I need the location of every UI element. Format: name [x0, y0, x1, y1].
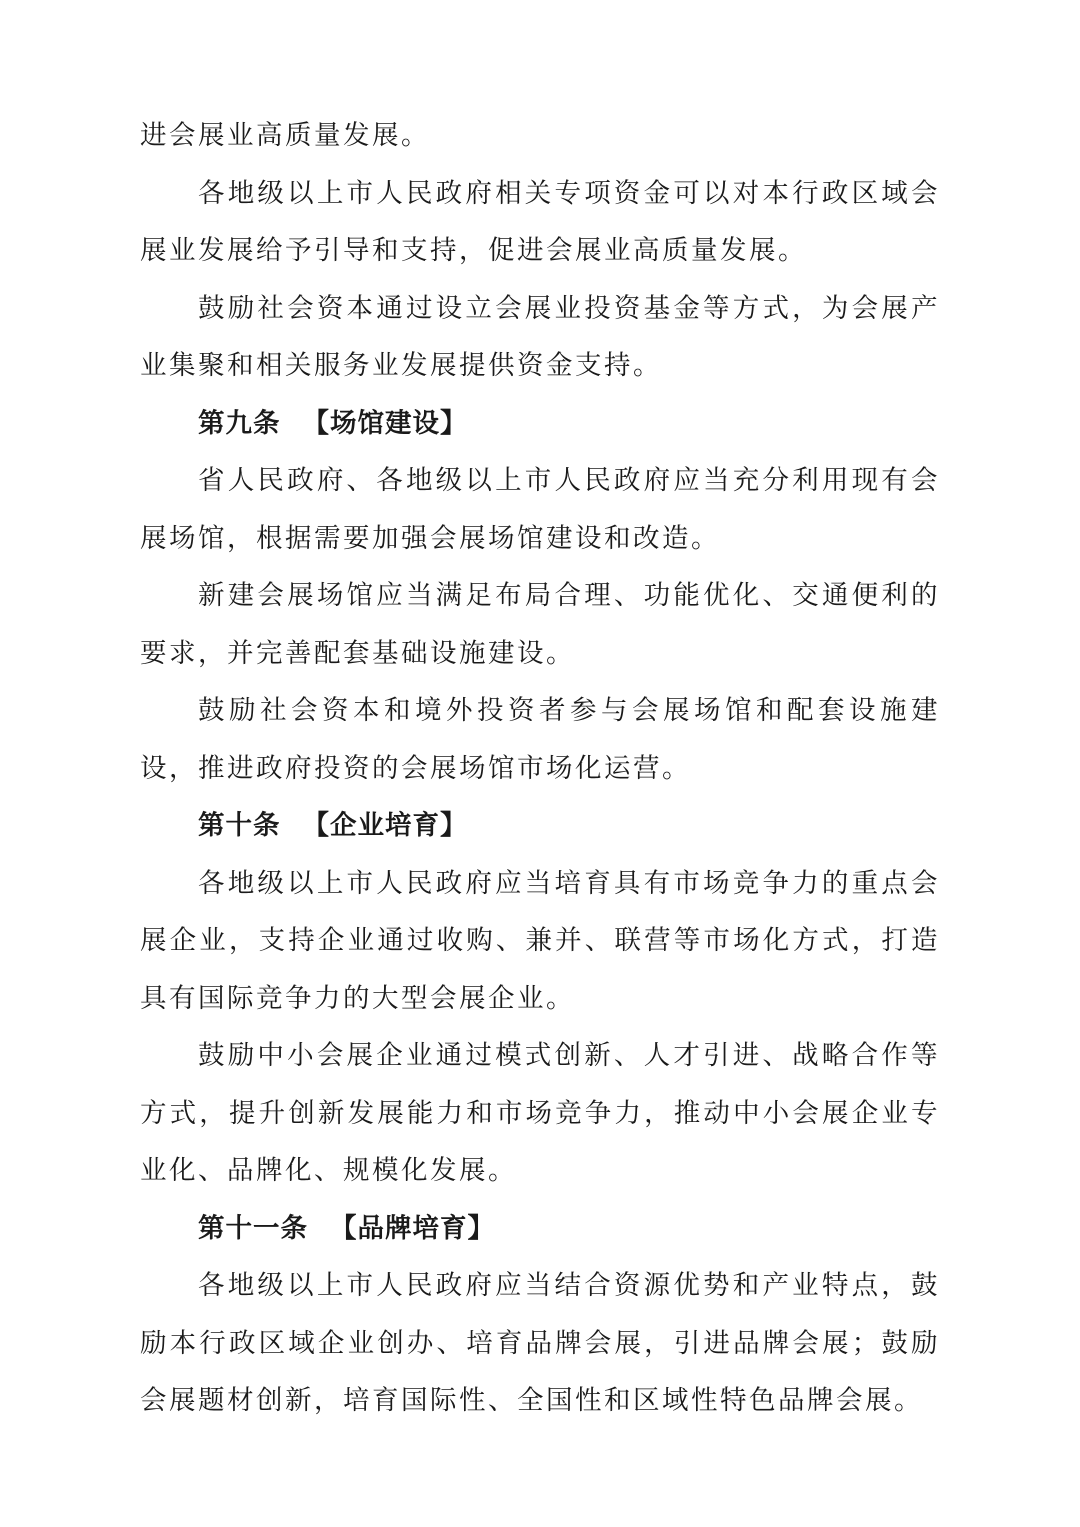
article-heading-9 — [140, 395, 940, 453]
paragraph-sme-enterprises: 鼓励中小会展企业通过模式创新、人才引进、战略合作等方式，提升创新发展能力和市场竞争力，推动中小会展企业专业化、品牌化、规模化发展。 — [140, 1040, 940, 1186]
article-heading-11 — [140, 1200, 940, 1258]
document-body — [140, 107, 940, 1430]
paragraph-investment-fund: 鼓励社会资本通过设立会展业投资基金等方式，为会展产业集聚和相关服务业发展提供资金支持。 — [140, 292, 940, 381]
article-title: 【企业培育】 — [302, 810, 468, 841]
article-title: 【场馆建设】 — [302, 407, 468, 439]
paragraph-brand-cultivation: 各地级以上市人民政府应当结合资源优势和产业特点，鼓励本行政区域企业创办、培育品牌会展，引进品牌会展；鼓励会展题材创新，培育国际性、全国性和区域性特色品牌会展。 — [140, 1270, 940, 1416]
article-title: 【品牌培育】 — [330, 1212, 495, 1244]
paragraph-new-venues: 新建会展场馆应当满足布局合理、功能优化、交通便利的要求，并完善配套基础设施建设。 — [140, 580, 940, 669]
paragraph-special-funds: 各地级以上市人民政府相关专项资金可以对本行政区域会展业发展给予引导和支持，促进会展业高质量发展。 — [140, 177, 940, 266]
paragraph-venue-investment: 鼓励社会资本和境外投资者参与会展场馆和配套设施建设，推进政府投资的会展场馆市场化运营。 — [140, 695, 940, 784]
paragraph-key-enterprises: 各地级以上市人民政府应当培育具有市场竞争力的重点会展企业，支持企业通过收购、兼并、联营等市场化方式，打造具有国际竞争力的大型会展企业。 — [140, 867, 940, 1014]
continuation-paragraph: 进会展业高质量发展。 — [140, 120, 430, 151]
article-number: 第十一条 — [198, 1212, 308, 1244]
article-number: 第九条 — [198, 407, 281, 439]
paragraph-venue-utilization: 省人民政府、各地级以上市人民政府应当充分利用现有会展场馆，根据需要加强会展场馆建设和改造。 — [140, 465, 940, 554]
article-heading-10 — [140, 797, 940, 855]
article-number: 第十条 — [198, 810, 281, 841]
